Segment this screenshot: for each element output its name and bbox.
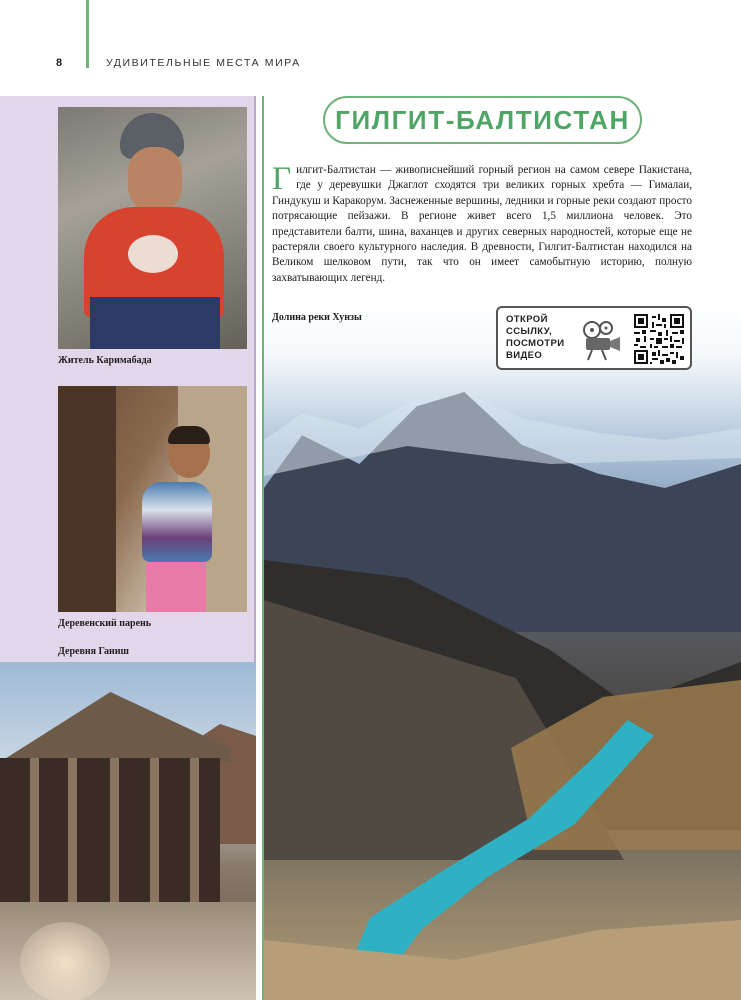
photo-ganish-village xyxy=(0,662,256,1000)
film-projector-icon xyxy=(580,318,624,362)
qr-video-link-box[interactable] xyxy=(496,306,692,370)
caption-valley: Долина реки Хунзы xyxy=(272,312,362,323)
drop-cap: Г xyxy=(272,161,292,197)
qr-code[interactable] xyxy=(634,314,684,364)
qr-call-to-action: ОТКРОЙ ССЫЛКУ, ПОСМОТРИ ВИДЕО xyxy=(506,314,565,361)
caption-man: Житель Каримабада xyxy=(58,355,152,366)
photo-village-boy xyxy=(58,386,247,612)
article-title xyxy=(323,96,642,144)
photo-hunza-valley xyxy=(264,300,741,1000)
header-divider xyxy=(86,0,89,68)
running-title: УДИВИТЕЛЬНЫЕ МЕСТА МИРА xyxy=(106,57,301,69)
page-number: 8 xyxy=(56,57,63,69)
article-title-text: ГИЛГИТ-БАЛТИСТАН xyxy=(335,104,630,135)
article-body-text: илгит-Балтистан — живописнейший горный регион на самом севере Пакистана, где у деревушки Джаглот сходятся три великих горных хребта — Гималаи, Гиндукуш и Каракорум. Заснеженные вершины, ледники и горные реки создают просто потрясающие пейзажи. В регионе живет всего 1,5 миллиона человек. Это представители балти, шина, ваханцев и других северных народностей, которые еще не растеряли своего культурного наследия. В древности, Гилгит-Балтистан находился на Великом шелковом пути, так что он имеет самобытную историю, полную захватывающих легенд. xyxy=(272,164,692,284)
photo-karimabad-resident xyxy=(58,107,247,349)
caption-village: Деревня Ганиш xyxy=(58,646,129,657)
article-body xyxy=(272,163,692,286)
caption-boy: Деревенский парень xyxy=(58,618,152,629)
